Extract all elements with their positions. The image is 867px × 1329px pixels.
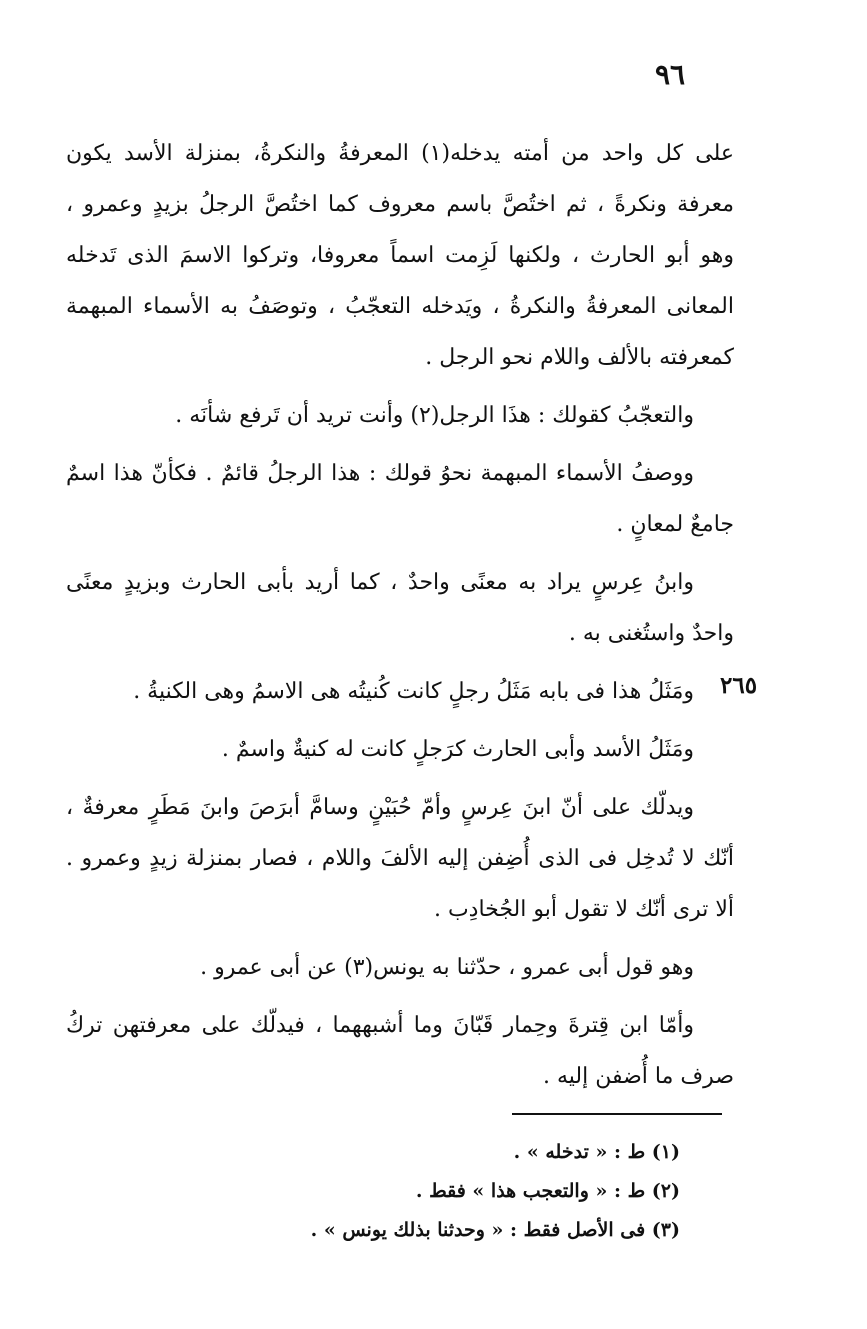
paragraph-9: وأمّا ابن قِترةَ وحِمار قَبّانَ وما أشبههما ، فيدلّك على معرفتهن تركُ صرف ما أُضفن إليه .: [66, 1013, 734, 1089]
main-text: [66, 128, 734, 1109]
paragraph-2: والتعجّبُ كقولك : هذَا الرجل(٢) وأنت تريد أن تَرفع شأنَه .: [175, 403, 694, 428]
footnote-2: (٢) ط : « والتعجب هذا » فقط .: [415, 1180, 680, 1202]
page-number: ٩٦: [654, 58, 686, 91]
paragraph-1: على كل واحد من أمته يدخله(١) المعرفةُ والنكرةُ، بمنزلة الأسد يكون معرفة ونكرةً ، ثم اختُصَّ باسم معروف كما اختُصَّ الرجلُ بزيدٍ وعمرو ، وهو أبو الحارث ، ولكنها لَزِمت اسماً معروفا، وتركوا الاسمَ الذى تَدخله المعانى المعرفةُ والنكرةُ ، ويَدخله التعجّبُ ، وتوصَفُ به الأسماء المبهمة كمعرفته بالألف واللام نحو الرجل .: [66, 141, 734, 370]
footnote-divider: [512, 1113, 722, 1115]
footnote-1: (١) ط : « تدخله » .: [513, 1141, 680, 1163]
paragraph-8: وهو قول أبى عمرو ، حدّثنا به يونس(٣) عن أبى عمرو .: [200, 955, 694, 980]
paragraph-3: ووصفُ الأسماء المبهمة نحوُ قولك : هذا الرجلُ قائمٌ . فكأنّ هذا اسمٌ جامعٌ لمعانٍ .: [66, 461, 734, 537]
paragraph-7: ويدلّك على أنّ ابنَ عِرسٍ وأمّ حُبَيْنٍ وسامَّ أبرَصَ وابنَ مَطَرٍ معرفةٌ ، أنّك لا تُدخِل فى الذى أُضِفن إليه الألفَ واللام ، فصار بمنزلة زيدٍ وعمرو . ألا ترى أنّك لا تقول أبو الجُخادِب .: [66, 795, 734, 922]
paragraph-6: ومَثَلُ الأسد وأبى الحارث كرَجلٍ كانت له كنيةٌ واسمٌ .: [221, 737, 694, 762]
footnote-3: (٣) فى الأصل فقط : « وحدثنا بذلك يونس » .: [310, 1219, 680, 1241]
margin-number: ٢٦٥: [720, 672, 758, 699]
paragraph-5: ومَثَلُ هذا فى بابه مَثَلُ رجلٍ كانت كُنيتُه هى الاسمُ وهى الكنيةُ .: [133, 679, 694, 704]
paragraph-4: وابنُ عِرسٍ يراد به معنًى واحدٌ ، كما أريد بأبى الحارث وبزيدٍ معنًى واحدٌ واستُغنى به .: [66, 570, 734, 646]
footnotes: [200, 1133, 680, 1250]
